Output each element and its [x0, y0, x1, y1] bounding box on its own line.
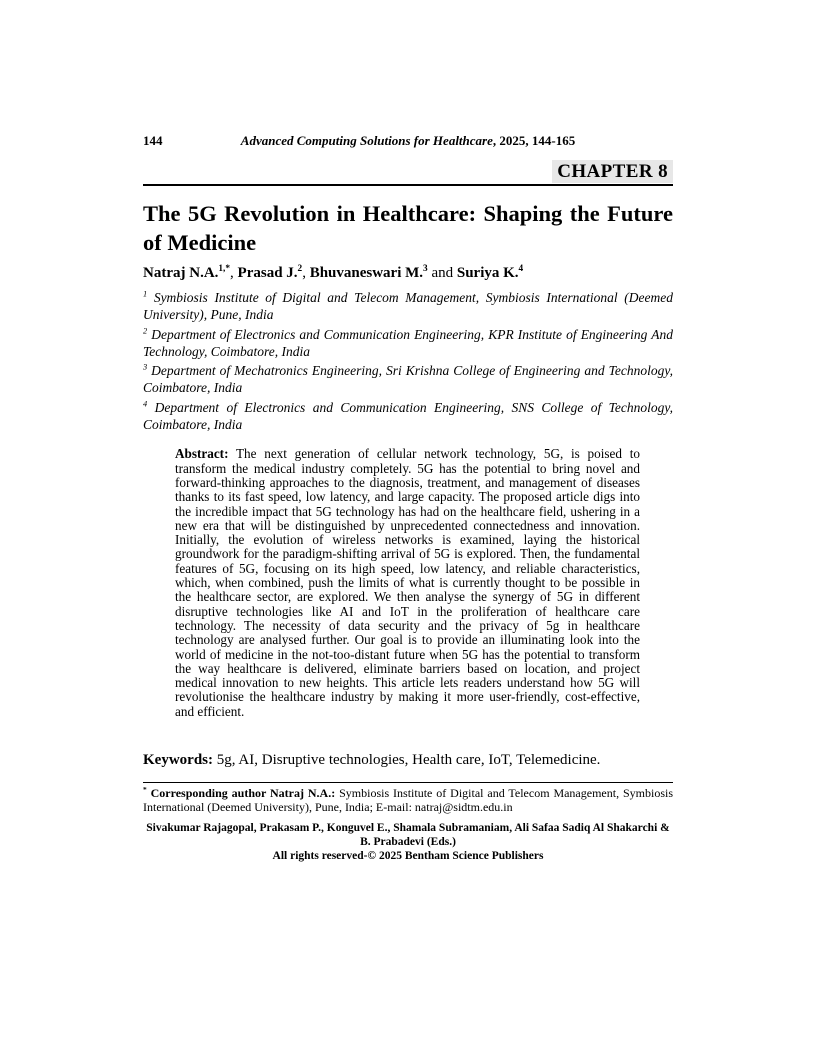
keywords-text: 5g, AI, Disruptive technologies, Health care, IoT, Telemedicine. [216, 752, 601, 769]
affiliation: $^3$ Department of Mechatronics Engineering, Sri Krishna College of Engineering and Technology, Coimbatore, India [143, 362, 673, 396]
rights-line: All rights reserved-© 2025 Bentham Science Publishers [272, 849, 544, 862]
abstract-block [175, 447, 640, 719]
affiliation: $^1$ Symbiosis Institute of Digital and Telecom Management, Symbiosis International (Deemed University), Pune, India [143, 289, 673, 323]
abstract-text: The next generation of cellular network technology, 5G, is poised to transform the medical industry completely. 5G has the potential to bring novel and forward-thinking approaches to the diagnosis, treatment, and management of diseases thanks to its fast speed, low latency, and large capacity. The proposed article digs into the incredible impact that 5G technology has had on the healthcare field, ushering in a new era that will be distinguished by unprecedented connectedness and innovation. Initially, the evolution of wireless networks is examined, laying the historical groundwork for the paradigm-shifting arrival of 5G is explored. Then, the fundamental features of 5G, focusing on its high speed, low latency, and reliable characteristics, which, when combined, push the limits of what is currently thought to be possible in the healthcare sector, are explored. We then analyse the synergy of 5G in different disruptive technologies like AI and IoT in the proliferation of healthcare care technology. The necessity of data security and the privacy of 5g in healthcare technology are analysed further. Our goal is to provide an illuminating look into the world of medicine in the not-too-distant future when 5G has the potential to transform the way healthcare is delivered, eliminate barriers based on location, and project medical innovation to new heights. This article lets readers understand how 5G will revolutionise the healthcare industry by making it more user-friendly, cost-effective, and efficient. [175, 446, 640, 719]
footnote-bold: Corresponding author Natraj N.A.: [150, 786, 336, 801]
editors-line: Sivakumar Rajagopal, Prakasam P., Konguvel E., Shamala Subramaniam, Ali Safaa Sadiq Al Shakarchi & B. Prabadevi (Eds.) [146, 821, 670, 848]
author-name: Suriya K.$^4$ [456, 264, 524, 281]
footnote-block [143, 782, 673, 815]
authors-line: Natraj N.A.$^{1,*}$, Prasad J.$^2$, Bhuvaneswari M.$^3$ and Suriya K.$^4$ [143, 264, 524, 281]
running-title-journal: Advanced Computing Solutions for Healthcare [240, 133, 493, 148]
corresponding-author-note [143, 787, 673, 815]
author-name: Bhuvaneswari M.$^3$ [309, 264, 428, 281]
keywords-label: Keywords: [143, 752, 213, 769]
footnote-marker: * [143, 785, 147, 795]
running-title-pages: , 2025, 144-165 [492, 133, 576, 148]
footnote-text: Symbiosis Institute of Digital and Telecom Management, Symbiosis International (Deemed University), Pune, India; E-mail: natraj@sidtm.edu.in [143, 786, 673, 814]
abstract-label: Abstract: [175, 446, 229, 462]
footnote-divider [143, 782, 673, 783]
affiliation: $^4$ Department of Electronics and Communication Engineering, SNS College of Technology, Coimbatore, India [143, 399, 673, 433]
author-name: Natraj N.A.$^{1,*}$ [143, 264, 231, 281]
chapter-label: CHAPTER 8 [552, 160, 673, 183]
running-title [143, 133, 673, 149]
keywords-line [143, 752, 673, 769]
affiliations-list [143, 289, 673, 433]
page-number: 144 [143, 133, 163, 148]
author-name: Prasad J.$^2$ [237, 264, 303, 281]
affiliation: $^2$ Department of Electronics and Communication Engineering, KPR Institute of Engineering And Technology, Coimbatore, India [143, 326, 673, 359]
chapter-title: The 5G Revolution in Healthcare: Shaping the Future of Medicine [143, 201, 673, 255]
imprint-block [143, 821, 673, 863]
chapter-heading-row [143, 160, 673, 186]
running-header [143, 133, 673, 149]
